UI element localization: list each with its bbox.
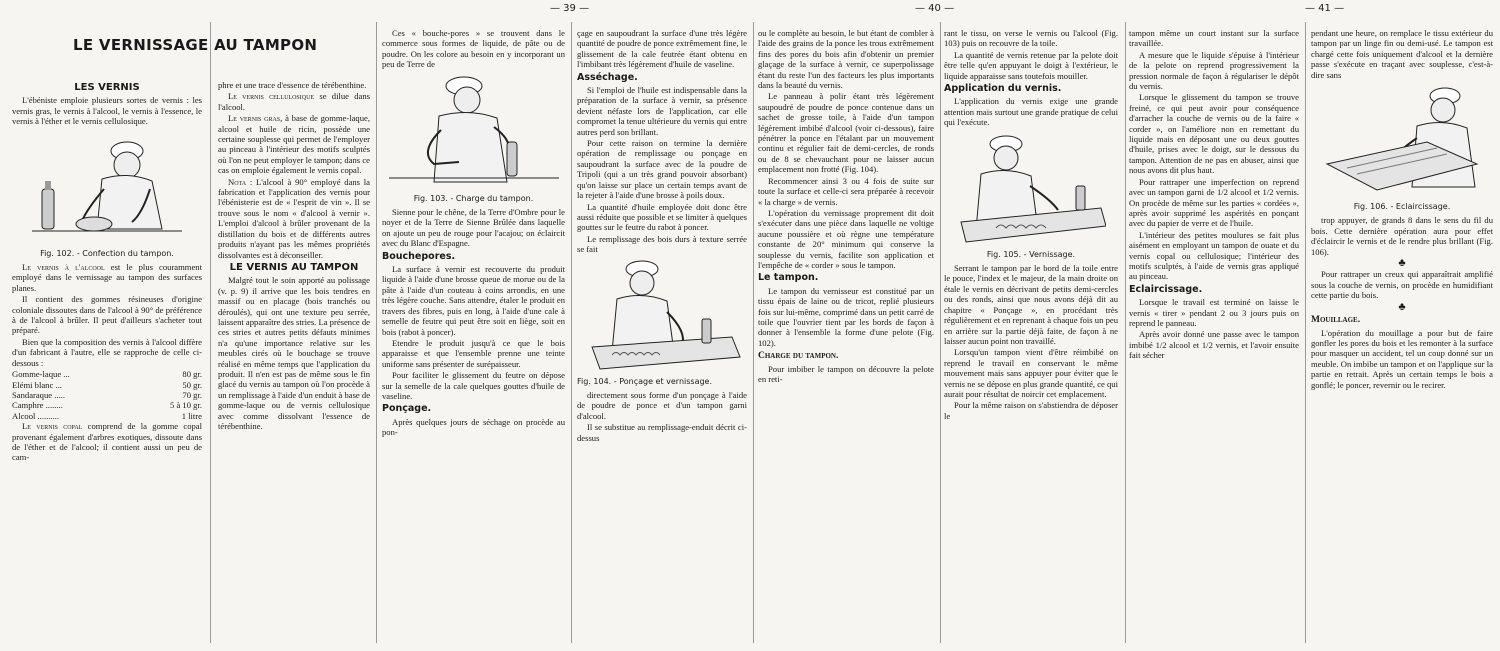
column-3 (382, 28, 565, 643)
recipe-qty: 5 à 10 gr. (170, 400, 202, 411)
paragraph: rant le tissu, on verse le vernis ou l'alcool (Fig. 103) puis on recouvre de la toile. (944, 28, 1118, 49)
paragraph: à base de gomme-laque, alcool et huile de ricin, possède une certaine souplesse qui permet de l'employer au pinceau à l'intérieur des motifs sculptés où l'on ne peut employer le tampon; dans ce cas on emploie également le vernis copal. (218, 113, 370, 176)
section-heading: LES VERNIS (74, 82, 140, 93)
section-heading: Bouchepores. (382, 250, 456, 262)
section-heading: Mouillage. (1311, 315, 1361, 326)
paragraph: L'application du vernis exige une grande attention mais surtout une grande pratique de celui qui l'exécute. (944, 96, 1118, 128)
term: Le vernis copal (22, 421, 83, 432)
term: Nota : (228, 176, 253, 187)
paragraph: Lorsque le glissement du tampon se trouve freiné, ce qui peut avoir pour conséquence d'arracher la couche de vernis ou de la faire « corder », on l'améliore non en remettant du liquide mais en déposant une ou deux gouttes d'huile, prises avec le doigt, sur le dessous du tampon. Attention de ne pas en abuser, ainsi que nous avons dit plus haut. (1129, 92, 1299, 176)
paragraph: çage en saupoudrant la surface d'une très légère quantité de poudre de ponce extrêmement fine, le glissement de la cale feutrée étant obtenu en l'imbibant très légèrement d'huile de vaseline. (577, 28, 747, 70)
page-divider (1125, 22, 1126, 643)
recipe-qty: 50 gr. (182, 379, 202, 390)
recipe-ingredient: Camphre ........ (12, 400, 63, 411)
paragraph: Pour faciliter le glissement du feutre on dépose sur la semelle de la cale quelques gouttes d'huile de vaseline. (382, 370, 565, 401)
paragraph: Pour rattraper une imperfection on reprend avec un tampon garni de 1/2 alcool et 1/2 vernis. On procède de même sur les parties « cordées », après avoir supprimé les aspérités en ponçant avec du papier de verre et de l'huile. (1129, 176, 1299, 229)
paragraph: Il se substitue au remplissage-enduit décrit ci-dessus (577, 422, 747, 443)
column-1 (12, 80, 202, 643)
paragraph: L'opération du vernissage proprement dit doit s'exécuter dans une pièce dans laquelle ne voltige aucune poussière et où règne une température constante de 20° minimum qui conserve la souplesse du vernis, facilite son application et l'empêche de « corder » sous le tampon. (758, 207, 934, 270)
paragraph: La quantité de vernis retenue par la pelote doit être telle qu'en appuyant le doigt à l'extérieur, le liquide apparaisse sans toutefois mouiller. (944, 49, 1118, 81)
paragraph: Le panneau à polir étant très légèrement saupoudré de poudre de ponce contenue dans un sachet de grosse toile, à l'aide d'un tampon légèrement imbibé d'alcool (voir ci-dessous), faire pénétrer la ponce en l'étalant par un mouvement continu et régulier fait de demi-cercles, de ronds ou de 8 se chevauchant pour ne laisser aucun emplacement non frotté (Fig. 104). (758, 91, 934, 175)
paragraph: Pour imbiber le tampon on découvre la pelote en reti- (758, 363, 934, 384)
paragraph: Il contient des gommes résineuses d'origine coloniale dissoutes dans de l'alcool à 90° de préférence à de l'alcool à brûler. Il peut d'ailleurs s'acheter tout préparé. (12, 294, 202, 336)
section-heading: Charge du tampon. (758, 351, 839, 362)
paragraph: L'alcool à 90° employé dans la fabrication et l'application des vernis pour l'ébénisterie est de « l'esprit de vin ». Il se trouve sous le nom « d'alcool à vernir ». L'emploi d'alcool à brûler provenant de la distillation du bois et de différents autres produits n'ayant pas les mêmes propriétés dissolvantes est à déconseiller. (218, 176, 370, 260)
paragraph: comprend de la gomme copal provenant également d'arbres exotiques, dissoute dans de l'éther et de l'alcool; il contient aussi un peu de cam- (12, 421, 202, 463)
recipe-ingredient: Sandaraque ..... (12, 389, 65, 400)
paragraph: Le tampon du vernisseur est constitué par un tissu épais de laine ou de tricot, replié plusieurs fois sur lui-même, comprimé dans un petit carré de toile que l'ouvrier tient par les bords de façon à donner à l'ensemble la forme d'une pelote (Fig. 102). (758, 285, 934, 348)
section-heading: Asséchage. (577, 71, 638, 83)
page-divider (753, 22, 754, 643)
recipe-table (12, 369, 202, 421)
term: Le vernis cellulosique (228, 91, 315, 102)
recipe-ingredient: Elémi blanc ... (12, 379, 62, 390)
paragraph: Si l'emploi de l'huile est indispensable dans la préparation de la surface à vernir, sa présence devient néfaste lors de l'application, car elle compromet la tenue ultérieure du vernis qui entre autres perd son brillant. (577, 85, 747, 137)
recipe-row (12, 380, 202, 390)
paragraph: A mesure que le liquide s'épuise à l'intérieur de la pelote on reprend progressivement la pression normale de façon à régulariser le dépôt du vernis. (1129, 49, 1299, 92)
recipe-ingredient: Alcool .......... (12, 410, 60, 421)
recipe-qty: 80 gr. (182, 369, 202, 380)
paragraph: L'ébéniste emploie plusieurs sortes de vernis : les vernis gras, le vernis à l'alcool, le vernis à l'essence, le vernis à l'éther et le vernis cellulosique. (12, 95, 202, 127)
paragraph: Bien que la composition des vernis à l'alcool diffère d'un fabricant à l'autre, elle se rapproche de celle ci-dessous : (12, 336, 202, 368)
paragraph: est le plus couramment employé dans le vernissage au tampon des surfaces planes. (12, 262, 202, 293)
paragraph: se dilue dans l'alcool. (218, 91, 370, 112)
fig105-illustration (956, 130, 1106, 248)
recipe-row (12, 411, 202, 421)
paragraph: Après avoir donné une passe avec le tampon imbibé 1/2 alcool et 1/2 vernis, et l'avoir ensuite fait sécher (1129, 329, 1299, 361)
column-divider (571, 22, 572, 643)
paragraph: Etendre le produit jusqu'à ce que le bois apparaisse et que l'ensemble prenne une teinte uniforme sans présenter de surépaisseur. (382, 337, 565, 369)
paragraph: tampon même un court instant sur la surface travaillée. (1129, 28, 1299, 49)
column-4 (577, 28, 747, 643)
recipe-row (12, 400, 202, 410)
recipe-qty: 70 gr. (182, 389, 202, 400)
paragraph: ou le complète au besoin, le but étant de combler à l'aide des grains de la ponce les trous extrêmement fins des pores du bois afin d'obtenir un premier glaçage de la surface à vernir, ce superpolissage étant du reste l'un des facteurs les plus importants dans la beauté du vernis. (758, 28, 934, 91)
fig106-illustration (1317, 82, 1487, 200)
paragraph: phre et une trace d'essence de térébenthine. (218, 80, 367, 90)
page-number: — 39 — (550, 3, 590, 14)
recipe-qty: 1 litre (181, 410, 202, 421)
paragraph: Sienne pour le chêne, de la Terre d'Ombre pour le noyer et de la Terre de Sienne Brûlée dans laquelle on ajoute un peu de rouge pour l'acajou; on éclaircit avec du Blanc d'Espagne. (382, 207, 565, 249)
column-7 (1129, 28, 1299, 643)
section-heading: Le tampon. (758, 272, 819, 284)
paragraph: Après quelques jours de séchage on procède au pon- (382, 416, 565, 438)
paragraph: Serrant le tampon par le bord de la toile entre le pouce, l'index et le majeur, de la main droite on étale le vernis en décrivant de petits demi-cercles ou des ronds, ainsi que nous avons déjà dit au chapitre « Ponçage », en procédant très régulièrement et en reprenant à chaque fois un peu en arrière sur la partie déjà faite, de façon à ne laisser aucun point non travaillé. (944, 263, 1118, 346)
paragraph: La surface à vernir est recouverte du produit liquide à l'aide d'une brosse queue de morue ou de la pâte à l'aide d'un couteau à coins arrondis, en une très légère couche. Sans attendre, étaler le produit en travers des fibres, puis en long, à l'aide d'une cale à semelle de feutre qui peut être soit en liège, soit en bois (rabot à poncer). (382, 264, 565, 337)
figure-caption: Fig. 106. - Eclaircissage. (1353, 202, 1451, 212)
paragraph: Malgré tout le soin apporté au polissage (v. p. 9) il arrive que les bois tendres en massif ou en placage (bois tranchés ou déroulés), qui ont une texture peu serrée, laissent apparaître des stries. La présence de ces stries et autres petits défauts minimes n'a qu'une importance relative sur les meubles cirés où le bouchage se trouve réalisé en même temps que l'application du produit. Il n'en est pas de même sous le fin glacé du vernis au tampon où l'on procède à un remplissage à l'aide d'un enduit à base de gomme-laque ou de vernis cellulosique avec comme dissolvant l'essence de térébenthine. (218, 275, 370, 431)
column-divider (210, 22, 211, 643)
paragraph: La quantité d'huile employée doit donc être aussi réduite que possible et se limiter à quelques gouttes sur le feutre du rabot à poncer. (577, 201, 747, 233)
ornament-icon: ♣ (1398, 257, 1406, 270)
paragraph: Pour la même raison on s'abstiendra de déposer le (944, 400, 1118, 421)
section-heading: LE VERNIS AU TAMPON (229, 261, 359, 273)
paragraph: Le remplissage des bois durs à texture serrée se fait (577, 233, 747, 255)
column-2 (218, 80, 370, 643)
section-heading: Application du vernis. (944, 83, 1062, 95)
figure-caption: Fig. 103. - Charge du tampon. (413, 193, 534, 203)
column-divider (1305, 22, 1306, 643)
page-title: LE VERNISSAGE AU TAMPON (73, 36, 318, 54)
paragraph: trop appuyer, de grands 8 dans le sens du fil du bois. Cette dernière opération aura pour effet d'éclaircir le vernis et de le rendre plus brillant (Fig. 106). (1311, 215, 1493, 257)
ornament-icon: ♣ (1398, 300, 1406, 313)
page-number: — 40 — (915, 3, 955, 14)
paragraph: directement sous forme d'un ponçage à l'aide de poudre de ponce et d'un tampon garni d'alcool. (577, 389, 747, 421)
column-6 (944, 28, 1118, 643)
paragraph: Pour cette raison on termine la dernière opération de remplissage ou ponçage en saupoudrant la surface avec de la poudre de Tripoli (qui a un très grand pouvoir absorbant) qu'on laisse sur place un certain temps avant de la rejeter à l'aide d'une brosse à poils doux. (577, 138, 747, 201)
fig102-illustration (32, 129, 182, 247)
fig103-illustration (389, 72, 559, 192)
term: Le vernis gras, (228, 113, 283, 124)
figure-caption: Fig. 104. - Ponçage et vernissage. (577, 376, 713, 386)
column-5 (758, 28, 934, 643)
column-divider (940, 22, 941, 643)
column-8 (1311, 28, 1493, 643)
section-heading: Ponçage. (382, 403, 432, 415)
page-divider (376, 22, 377, 643)
recipe-row (12, 390, 202, 400)
paragraph: L'intérieur des petites moulures se fait plus aisément en employant un tampon de ouate et du vernis copal ou cellulosique; l'intérieur des motifs sculptés, à l'aide de vernis gras appliqué au pinceau. (1129, 229, 1299, 282)
term: Le vernis à l'alcool (22, 262, 105, 273)
paragraph: Pour rattraper un creux qui apparaîtrait amplifié sous la couche de vernis, on procède en humidifiant cette partie du bois. (1311, 269, 1493, 301)
figure-caption: Fig. 102. - Confection du tampon. (40, 248, 174, 258)
paragraph: Lorsque le travail est terminé on laisse le vernis « tirer » pendant 2 ou 3 jours puis on reprend le panneau. (1129, 297, 1299, 328)
recipe-ingredient: Gomme-laque ... (12, 369, 70, 380)
fig104-illustration (582, 257, 742, 375)
paragraph: Recommencer ainsi 3 ou 4 fois de suite sur toute la surface et celle-ci sera préparée à recevoir « la charge » de vernis. (758, 175, 934, 207)
page-number: — 41 — (1305, 3, 1345, 14)
paragraph: L'opération du mouillage a pour but de faire gonfler les pores du bois et les remonter à la surface pour masquer un accident, tel un coup donné sur un meuble. On imbibe un tampon et on l'applique sur la partie en retrait. Après un certain temps le bois a gonflé; le poncer, revernir ou le recirer. (1311, 327, 1493, 390)
paragraph: pendant une heure, on remplace le tissu extérieur du tampon par un linge fin ou demi-usé. Le tampon est chargé cette fois uniquement d'alcool et la dernière passe s'exécute en traçant avec souplesse, c'est-à-dire sans (1311, 28, 1493, 80)
figure-caption: Fig. 105. - Vernissage. (986, 249, 1076, 259)
section-heading: Eclaircissage. (1129, 283, 1203, 295)
paragraph: Ces « bouche-pores » se trouvent dans le commerce sous formes de liquide, de pâte ou de poudre. On les colore au besoin en y incorporant un peu de Terre de (382, 28, 565, 70)
recipe-row (12, 369, 202, 379)
paragraph: Lorsqu'un tampon vient d'être réimbibé on reprend le travail en conservant le même mouvement mais sans appuyer pour éviter que le vernis ne se dépose en plus grande quantité, ce qui aurait pour résultat de noircir cet emplacement. (944, 347, 1118, 399)
